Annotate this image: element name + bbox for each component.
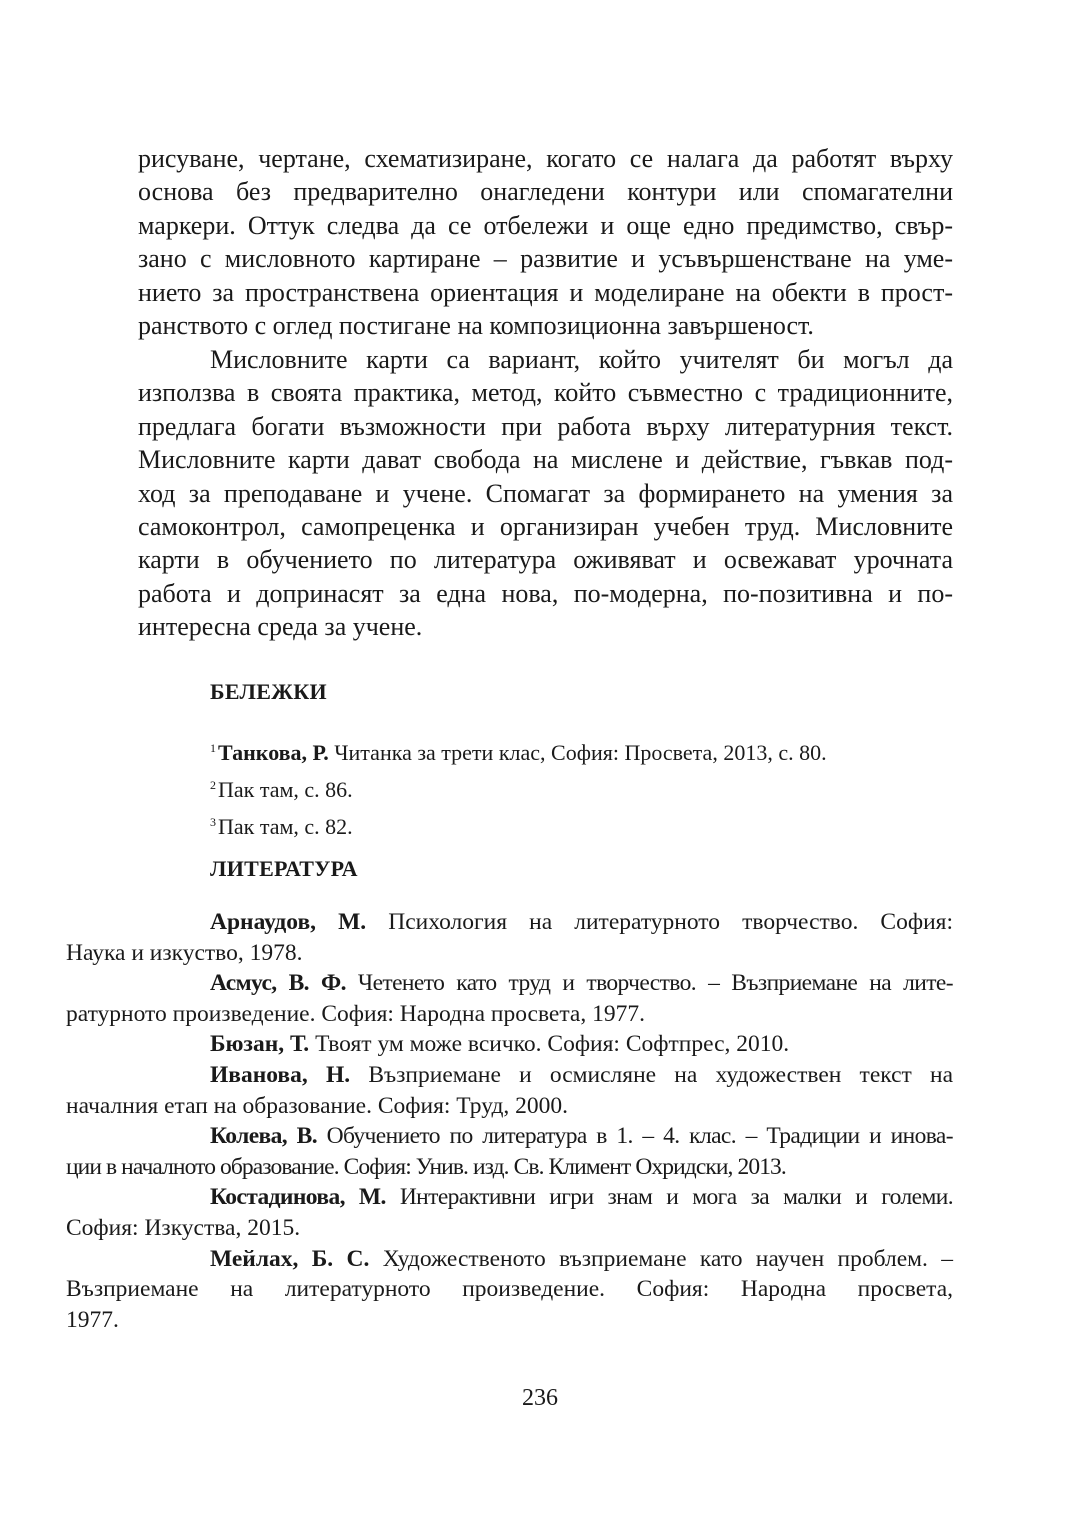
reference-item bbox=[66, 907, 953, 968]
paragraph-line: зано с мисловното картиране – развитие и усъвършенстване на уме- bbox=[138, 244, 953, 274]
paragraph-line: ход за преподаване и учене. Спомагат за формирането на умения за bbox=[138, 478, 953, 508]
reference-item bbox=[66, 1182, 954, 1243]
note-number: 2 bbox=[210, 778, 216, 792]
paragraph-line: Мисловните карти са вариант, който учителят би могъл да bbox=[210, 345, 953, 374]
reference-text: Твоят ум може всичко. София: Софтпрес, 2010. bbox=[309, 1031, 790, 1058]
body-paragraph-2 bbox=[138, 343, 953, 644]
reference-text: Възприемане и осмисляне на художествен текст на bbox=[350, 1061, 953, 1088]
note-text: Пак там, с. 82. bbox=[218, 814, 353, 839]
reference-text: Интерактивни игри знам и мога за малки и големи. bbox=[385, 1184, 954, 1211]
paragraph-line: карти в обучението по литература оживяват и освежават урочната bbox=[138, 545, 953, 575]
note-number: 1 bbox=[210, 741, 216, 755]
reference-text: Възприемане на литературното произведение. София: Народна просвета, bbox=[66, 1276, 953, 1303]
paragraph-line: Мисловните карти дават свобода на мислене и действие, гъвкав под- bbox=[138, 445, 953, 475]
note-item bbox=[210, 732, 953, 769]
page-number: 236 bbox=[522, 1385, 558, 1411]
paragraph-line: предлага богати възможности при работа върху литературния текст. bbox=[138, 411, 953, 441]
reference-text: ратурното произведение. София: Народна просвета, 1977. bbox=[66, 1000, 645, 1027]
note-item bbox=[210, 806, 953, 843]
notes-list bbox=[210, 732, 953, 843]
paragraph-line: работа и допринасят за една нова, по-модерна, по-позитивна и по- bbox=[138, 578, 953, 608]
reference-text: Психология на литературното творчество. София: bbox=[366, 909, 953, 935]
paragraph-line: рисуване, чертане, схематизиране, когато се налага да работят върху bbox=[138, 144, 953, 173]
reference-author: Арнаудов, М. bbox=[210, 909, 367, 935]
paragraph-line: основа без предварително онагледени контури или спомагателни bbox=[138, 177, 953, 207]
reference-text: ции в началното образование. София: Унив. изд. Св. Климент Охридски, 2013. bbox=[66, 1153, 786, 1180]
reference-text: началния етап на образование. София: Труд, 2000. bbox=[66, 1092, 569, 1119]
reference-author: Асмус, В. Ф. bbox=[210, 970, 346, 997]
body-paragraph-1 bbox=[138, 142, 953, 342]
reference-text: Художественото възприемане като научен проблем. – bbox=[369, 1245, 953, 1272]
reference-author: Колева, В. bbox=[210, 1123, 317, 1150]
paragraph-line: самоконтрол, самопреценка и организиран учебен труд. Мисловните bbox=[138, 512, 953, 542]
note-author: Танкова, Р. bbox=[218, 740, 329, 765]
literature-list bbox=[66, 907, 954, 1335]
reference-text: Наука и изкуство, 1978. bbox=[66, 939, 303, 966]
reference-text: София: Изкуства, 2015. bbox=[66, 1214, 301, 1241]
note-number: 3 bbox=[210, 815, 216, 829]
paragraph-line: ранството с оглед постигане на композиционна завършеност. bbox=[138, 311, 814, 341]
reference-author: Костадинова, М. bbox=[210, 1184, 386, 1211]
reference-item bbox=[66, 1244, 953, 1336]
reference-item bbox=[66, 1121, 953, 1182]
reference-text: Обучението по литература в 1. – 4. клас. – Традиции и инова- bbox=[316, 1123, 953, 1150]
notes-heading: БЕЛЕЖКИ bbox=[210, 679, 327, 704]
reference-author: Мейлах, Б. С. bbox=[210, 1245, 370, 1272]
paragraph-line: интересна среда за учене. bbox=[138, 612, 423, 642]
reference-item bbox=[66, 968, 953, 1029]
reference-author: Бюзан, Т. bbox=[210, 1031, 310, 1058]
note-text: Читанка за трети клас, София: Просвета, 2013, с. 80. bbox=[328, 740, 827, 765]
paragraph-line: маркери. Оттук следва да се отбележи и още едно предимство, свър- bbox=[138, 210, 953, 240]
reference-item bbox=[138, 1029, 953, 1060]
reference-text: Четенето като труд и творчество. – Възприемане на лите- bbox=[345, 970, 953, 997]
paragraph-line: нието за пространствена ориентация и моделиране на обекти в прост- bbox=[138, 277, 953, 307]
reference-item bbox=[66, 1060, 953, 1121]
literature-heading: ЛИТЕРАТУРА bbox=[210, 856, 358, 881]
reference-author: Иванова, Н. bbox=[210, 1061, 351, 1088]
note-item bbox=[210, 769, 953, 806]
paragraph-line: използва в своята практика, метод, който съвместно с традиционните, bbox=[138, 378, 953, 408]
note-text: Пак там, с. 86. bbox=[218, 777, 353, 802]
reference-text: 1977. bbox=[66, 1306, 119, 1333]
